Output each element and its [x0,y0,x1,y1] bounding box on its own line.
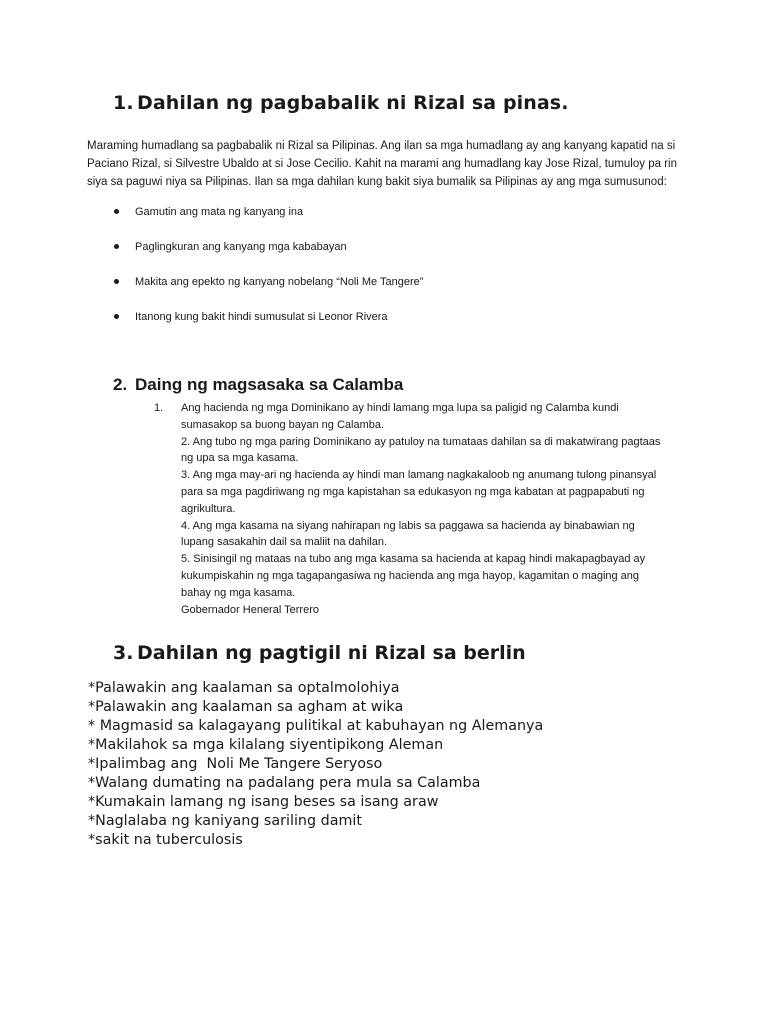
section-2-heading [113,375,403,395]
section-1-heading [113,92,569,114]
section-1-title: Dahilan ng pagbabalik ni Rizal sa pinas. [137,92,569,114]
list-item: *Makilahok sa mga kilalang siyentipikong Aleman [88,737,444,753]
list-item-continued [154,434,661,619]
list-item: *Walang dumating na padalang pera mula sa Calamba [88,775,481,791]
section-1-paragraph: Maraming humadlang sa pagbabalik ni Rizal sa Pilipinas. Ang ilan sa mga humadlang ay ang kanyang kapatid na si Paciano Rizal, si Silvestre Ubaldo at si Jose Cecilio. Kahit na marami ang humadlang kay Jose Rizal, tumuloy pa rin siya sa paguwi niya sa Pilipinas. Ilan sa mga dahilan kung bakit siya bumalik sa Pilipinas ay ang mga sumusunod: [87,140,677,188]
list-item: * Magmasid sa kalagayang pulitikal at kabuhayan ng Alemanya [88,718,544,734]
bullet-text: Paglingkuran ang kanyang mga kababayan [135,241,347,253]
section-2-list [154,400,661,618]
bullet-dot-icon [114,209,119,214]
section-3-number: 3. [113,642,134,664]
bullet-text: Itanong kung bakit hindi sumusulat si Leonor Rivera [135,311,388,323]
list-line: Gobernador Heneral Terrero [181,603,319,616]
list-line: 5. Sinisingil ng mataas na tubo ang mga kasama sa hacienda at kapag hindi makapagbayad ay [181,553,646,566]
list-item: *sakit na tuberculosis [88,832,243,848]
bullet-text: Gamutin ang mata ng kanyang ina [135,206,304,218]
list-line: 4. Ang mga kasama na siyang nahirapan ng labis sa paggawa sa hacienda ay binabawian ng [181,519,635,532]
bullet-dot-icon [114,244,119,249]
bullet-item [114,274,423,309]
section-1-bullet-list [114,204,423,344]
section-3-list [88,679,543,850]
list-item: *Palawakin ang kaalaman sa optalmolohiya [88,680,400,696]
bullet-item [114,204,423,239]
list-line: ng upa sa mga kasama. [181,452,299,465]
list-line: para sa mga pagdiriwang ng mga kapistahan sa edukasyon ng mga kabatan at pagpapabuti ng [181,485,645,498]
list-item: *Kumakain lamang ng isang beses sa isang araw [88,794,439,810]
list-line: bahay ng mga kasama. [181,586,296,599]
list-line: Ang hacienda ng mga Dominikano ay hindi lamang mga lupa sa paligid ng Calamba kundi [181,402,619,414]
section-2-number: 2. [113,375,128,394]
section-2-title: Daing ng magsasaka sa Calamba [135,375,404,394]
list-line: 2. Ang tubo ng mga paring Dominikano ay patuloy na tumataas dahilan sa di makatwirang pagtaas [181,435,661,448]
bullet-item [114,309,423,344]
list-line: lupang sasakahin dail sa maliit na dahilan. [181,536,388,549]
list-item-first [154,400,654,434]
list-line: kukumpiskahin ng mga tagapangasiwa ng hacienda ang mga hayop, kagamitan o maging ang [181,569,640,582]
section-3-heading [113,642,526,664]
bullet-text: Makita ang epekto ng kanyang nobelang “Noli Me Tangere” [135,276,424,288]
bullet-dot-icon [114,314,119,319]
list-line: agrikultura. [181,502,236,515]
list-marker: 1. [154,402,164,414]
section-3-title: Dahilan ng pagtigil ni Rizal sa berlin [137,642,526,664]
list-line: 3. Ang mga may-ari ng hacienda ay hindi man lamang nagkakaloob ng anumang tulong pinansyal [181,469,657,482]
bullet-item [114,239,423,274]
section-1-number: 1. [113,92,134,114]
list-line: sumasakop sa buong bayan ng Calamba. [181,418,385,431]
list-item: *Naglalaba ng kaniyang sariling damit [88,813,362,829]
list-item: *Ipalimbag ang Noli Me Tangere Seryoso [88,756,383,772]
bullet-dot-icon [114,279,119,284]
list-item: *Palawakin ang kaalaman sa agham at wika [88,699,404,715]
